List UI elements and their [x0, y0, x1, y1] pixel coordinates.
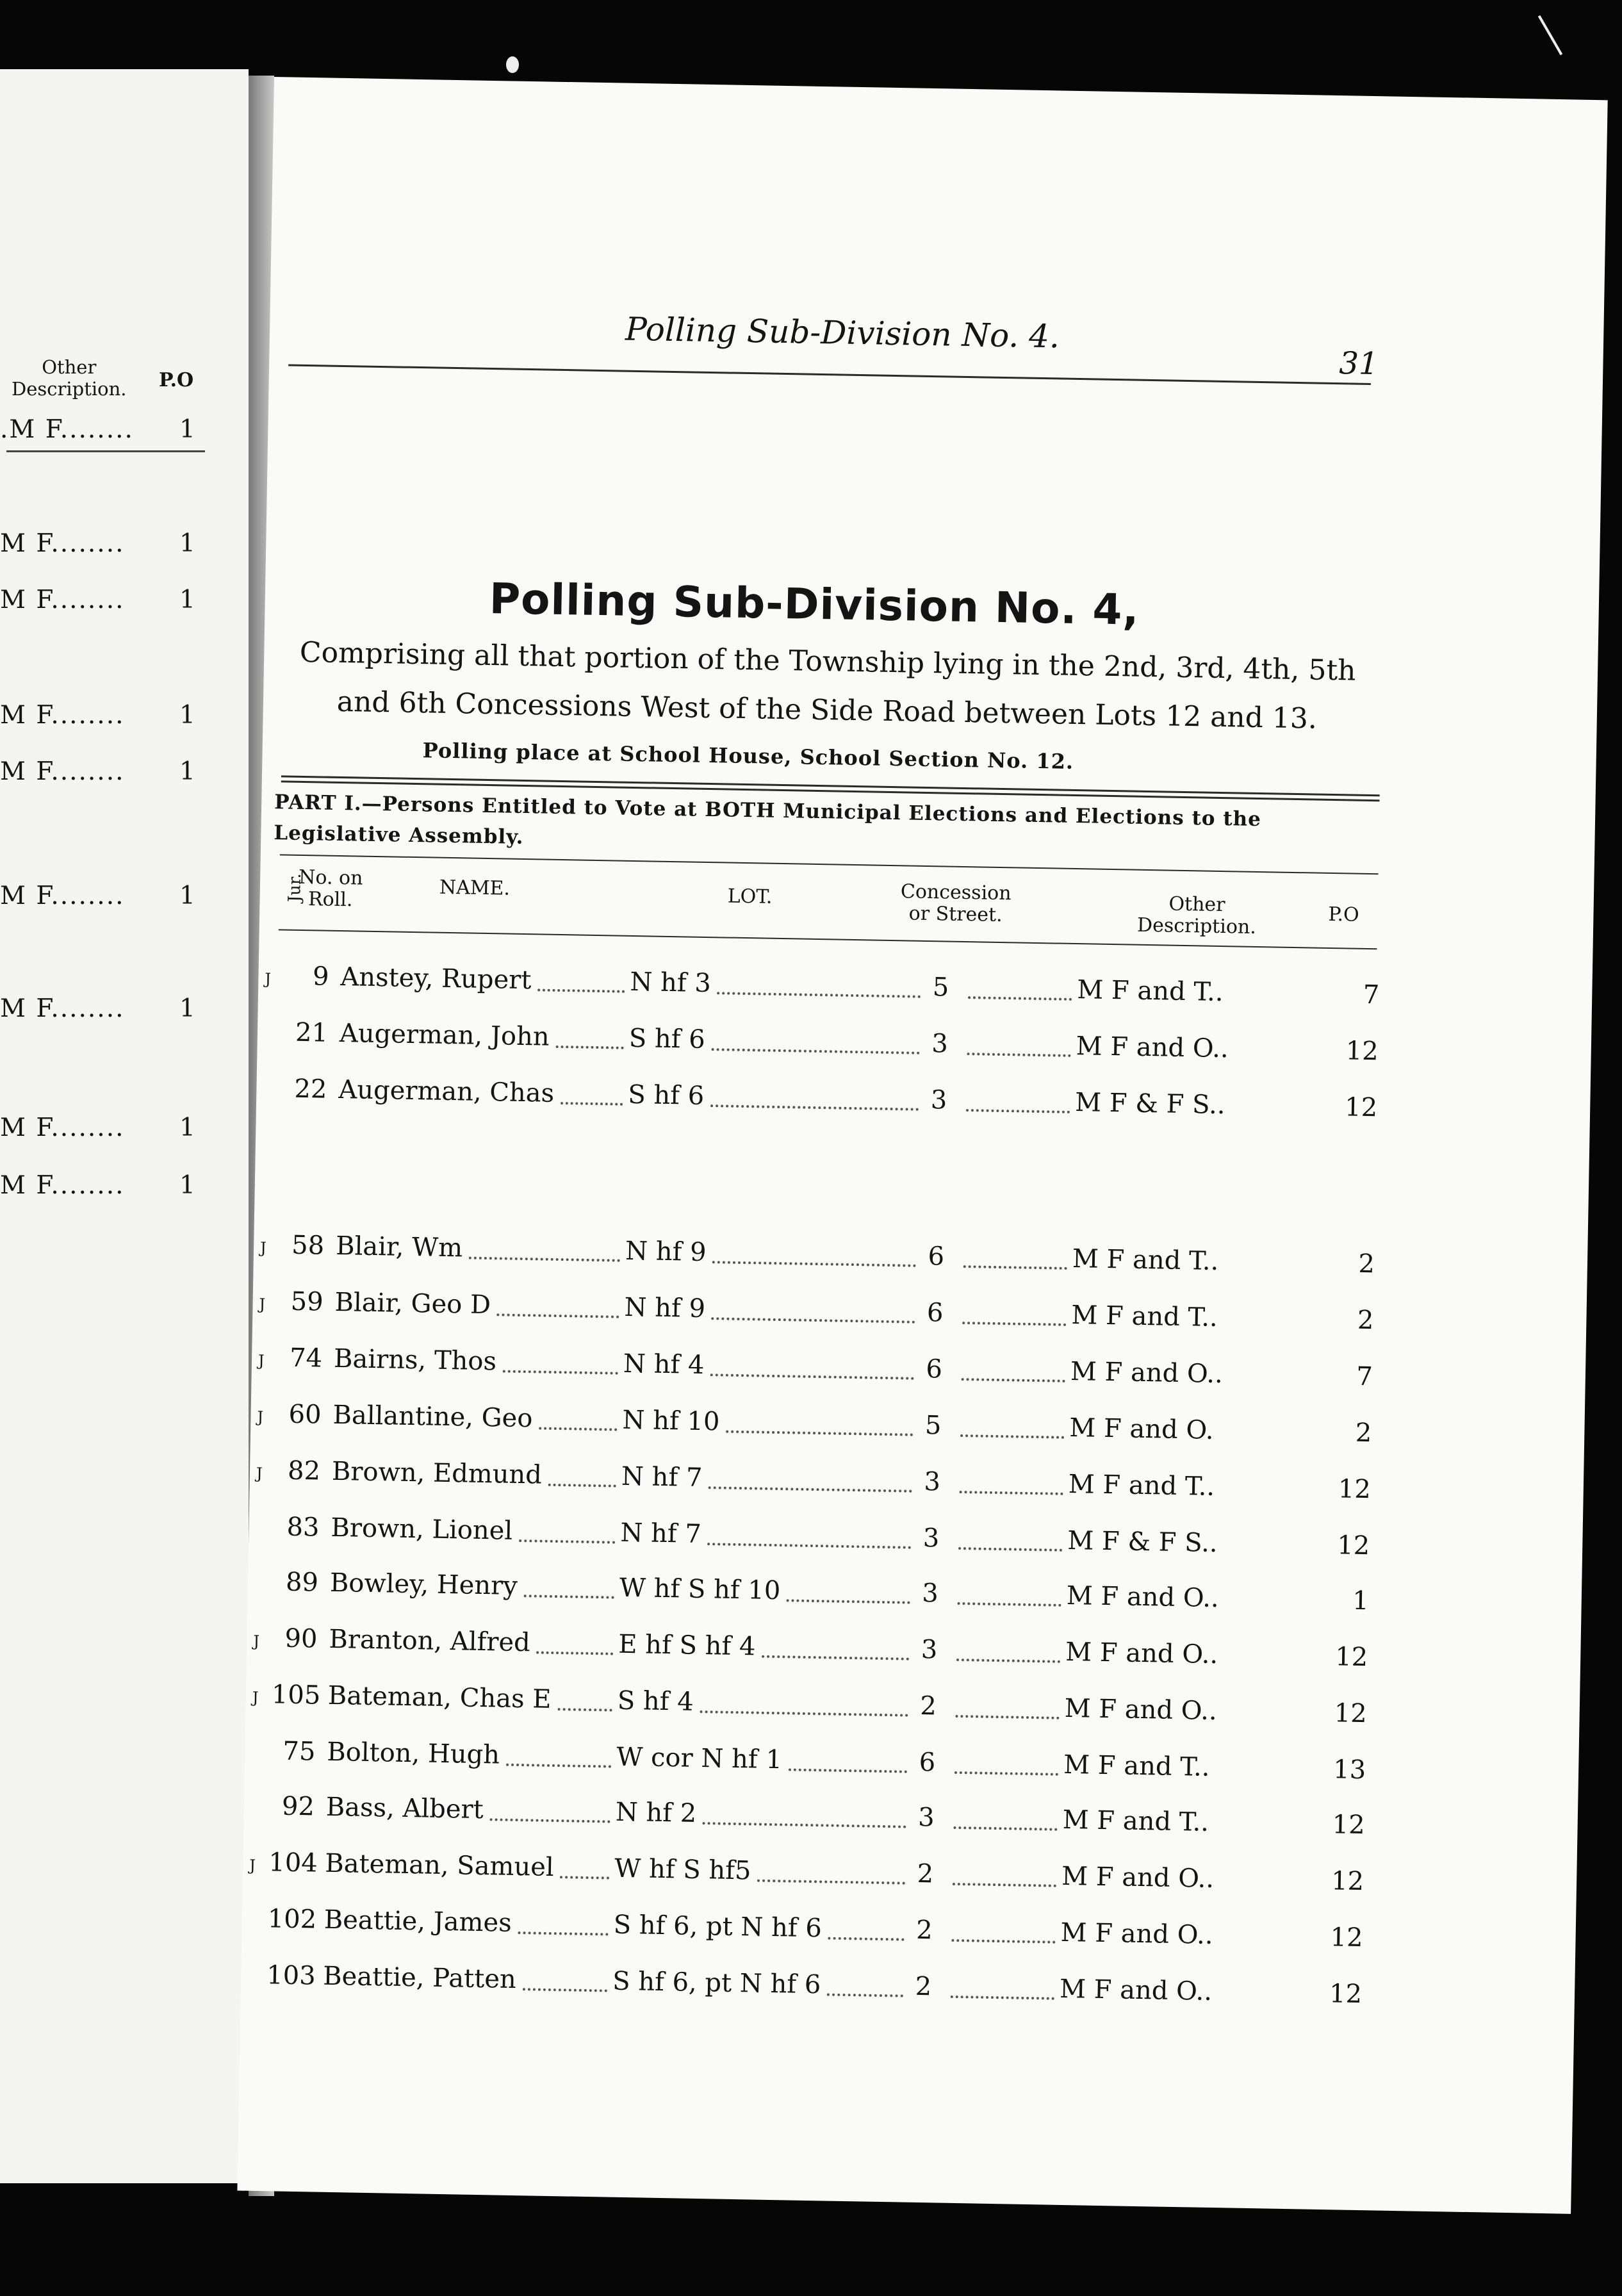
row-concession: 6	[919, 1747, 936, 1778]
row-name: Branton, Alfred	[329, 1624, 531, 1658]
column-header-no-on-roll: No. on Roll.	[298, 865, 363, 912]
leader-dots	[556, 1022, 625, 1049]
row-other-description: M F and T..	[1068, 1469, 1215, 1502]
previous-page-row-po: 1	[179, 1171, 197, 1200]
previous-page-column-po: P.O	[159, 369, 194, 391]
leader-dots	[558, 1685, 613, 1711]
row-po: 2	[1357, 1305, 1374, 1336]
leader-dots	[789, 1745, 908, 1773]
row-concession: 6	[928, 1242, 945, 1272]
leader-dots	[560, 1853, 610, 1879]
leader-dots	[700, 1687, 909, 1717]
row-roll-number: 83	[286, 1512, 320, 1543]
previous-page-row-description: M F........	[0, 882, 125, 910]
row-other-description: M F & F S..	[1067, 1525, 1218, 1559]
table-row	[257, 1017, 1385, 1076]
polling-place: Polling place at School House, School Section No. 12.	[422, 738, 1074, 774]
leader-dots	[951, 1972, 1055, 2000]
previous-page-row-po: 1	[179, 757, 197, 786]
leader-dots	[958, 1579, 1062, 1607]
leader-dots	[762, 1632, 910, 1660]
row-jur-mark: J	[257, 1407, 264, 1427]
table-row	[252, 1286, 1380, 1345]
table-row	[241, 1960, 1369, 2019]
row-roll-number: 21	[295, 1017, 329, 1048]
previous-page-row-po: 1	[179, 1113, 197, 1142]
row-concession: 3	[924, 1467, 941, 1497]
row-concession: 5	[932, 972, 949, 1003]
previous-page-row-description: M F........	[0, 529, 125, 558]
row-roll-number: 58	[291, 1230, 325, 1261]
table-row	[245, 1680, 1373, 1738]
row-other-description: M F and O..	[1066, 1580, 1220, 1614]
leader-dots	[469, 1234, 621, 1262]
leader-dots	[490, 1795, 611, 1823]
leader-dots	[539, 1404, 618, 1431]
leader-dots	[953, 1803, 1058, 1831]
row-name: Blair, Wm	[335, 1231, 463, 1263]
row-name: Bolton, Hugh	[326, 1737, 500, 1770]
row-other-description: M F and O..	[1060, 1917, 1213, 1951]
row-name: Bairns, Thos	[333, 1343, 497, 1377]
column-header-lot: LOT.	[727, 885, 773, 908]
row-concession: 3	[931, 1029, 949, 1059]
leader-dots	[712, 1238, 917, 1267]
table-row	[249, 1512, 1377, 1570]
table-row	[258, 961, 1386, 1019]
row-lot: S hf 6, pt N hf 6	[612, 1966, 821, 2000]
row-other-description: M F and T..	[1071, 1300, 1218, 1332]
current-page	[237, 77, 1607, 2214]
previous-page-row-po: 1	[179, 529, 197, 558]
leader-dots	[962, 1299, 1067, 1326]
previous-page-row-description: M F........	[0, 1113, 125, 1142]
row-other-description: M F and O.	[1069, 1413, 1214, 1445]
table-row	[247, 1623, 1375, 1682]
column-header-other-description: Other Description.	[1136, 892, 1257, 939]
row-po: 12	[1334, 1642, 1368, 1673]
row-concession: 2	[915, 1915, 933, 1946]
row-jur-mark: J	[258, 1351, 265, 1370]
row-other-description: M F and O..	[1070, 1357, 1224, 1390]
row-lot: W cor N hf 1	[616, 1742, 783, 1775]
leader-dots	[496, 1290, 619, 1318]
row-name: Blair, Geo D	[334, 1287, 491, 1320]
leader-dots	[958, 1524, 1063, 1552]
row-concession: 3	[921, 1578, 939, 1609]
row-lot: N hf 2	[615, 1797, 697, 1828]
row-roll-number: 92	[281, 1791, 315, 1822]
row-name: Beattie, James	[324, 1905, 512, 1938]
page-title: Polling Sub-Division No. 4,	[489, 573, 1140, 635]
row-roll-number: 75	[283, 1736, 316, 1767]
row-po: 12	[1338, 1474, 1372, 1505]
leader-dots	[503, 1347, 619, 1375]
leader-dots	[963, 1242, 1068, 1270]
row-po: 12	[1345, 1036, 1379, 1067]
row-lot: N hf 3	[630, 967, 712, 999]
row-name: Ballantine, Geo	[332, 1400, 533, 1434]
scan-speck	[506, 56, 519, 73]
leader-dots	[710, 1081, 919, 1111]
leader-dots	[518, 1908, 609, 1935]
row-other-description: M F and T..	[1076, 975, 1224, 1008]
row-other-description: M F & F S..	[1074, 1088, 1225, 1120]
previous-page-row-description: M F........	[0, 701, 125, 730]
row-lot: N hf 9	[625, 1236, 707, 1268]
row-jur-mark: J	[253, 1632, 260, 1650]
row-concession: 3	[917, 1802, 935, 1833]
table-row	[243, 1791, 1372, 1849]
row-lot: N hf 7	[620, 1518, 702, 1549]
row-lot: W hf S hf 10	[619, 1573, 781, 1606]
row-po: 7	[1356, 1361, 1373, 1392]
row-roll-number: 104	[268, 1848, 318, 1878]
row-po: 12	[1336, 1530, 1370, 1561]
row-other-description: M F and O..	[1065, 1637, 1218, 1670]
row-concession: 2	[917, 1858, 934, 1889]
leader-dots	[548, 1461, 617, 1488]
scan-scratch	[1538, 15, 1562, 56]
leader-dots	[709, 1463, 913, 1493]
leader-dots	[966, 1086, 1070, 1113]
leader-dots	[537, 965, 625, 992]
row-po: 12	[1332, 1810, 1366, 1841]
leader-dots	[960, 1468, 1064, 1495]
previous-page-row-description: M F........	[0, 1171, 125, 1200]
row-po: 12	[1344, 1092, 1378, 1123]
table-row	[254, 1230, 1382, 1288]
row-jur-mark: J	[265, 969, 272, 988]
row-lot: S hf 6, pt N hf 6	[613, 1910, 823, 1944]
leader-dots	[561, 1079, 623, 1106]
table-row	[243, 1848, 1371, 1906]
column-header-name: NAME.	[439, 876, 511, 900]
row-roll-number: 22	[294, 1074, 327, 1104]
column-header-po: P.O	[1328, 903, 1359, 926]
row-lot: S hf 6	[627, 1079, 705, 1111]
running-title: Polling Sub-Division No. 4.	[625, 310, 1060, 356]
row-other-description: M F and O..	[1076, 1031, 1229, 1064]
row-roll-number: 105	[271, 1680, 321, 1710]
previous-page-row-description: .M F........	[0, 415, 134, 444]
leader-dots	[717, 969, 921, 998]
leader-dots	[954, 1748, 1059, 1776]
leader-dots	[962, 1355, 1066, 1382]
row-name: Brown, Edmund	[331, 1456, 543, 1490]
row-po: 7	[1363, 980, 1380, 1010]
row-lot: E hf S hf 4	[618, 1629, 756, 1662]
row-lot: N hf 10	[622, 1405, 720, 1437]
row-po: 2	[1358, 1249, 1375, 1279]
header-rule	[288, 364, 1371, 384]
leader-dots	[757, 1857, 906, 1885]
leader-dots	[536, 1628, 614, 1655]
table-row	[249, 1456, 1377, 1514]
row-roll-number: 74	[289, 1343, 323, 1374]
row-roll-number: 59	[290, 1286, 324, 1317]
leader-dots	[828, 1914, 905, 1941]
row-roll-number: 9	[312, 962, 329, 992]
row-po: 12	[1330, 1923, 1363, 1953]
row-name: Brown, Lionel	[331, 1513, 513, 1546]
row-name: Bass, Albert	[325, 1792, 484, 1825]
leader-dots	[711, 1294, 915, 1324]
table-row	[251, 1343, 1379, 1401]
leader-dots	[702, 1799, 906, 1828]
leader-dots	[960, 1411, 1065, 1439]
row-name: Augerman, John	[339, 1019, 550, 1052]
previous-page-row-po: 1	[179, 994, 197, 1023]
part-heading: PART I.—Persons Entitled to Vote at BOTH Municipal Elections and Elections to the Legislative Assembly.	[274, 791, 1262, 849]
row-lot: N hf 7	[621, 1461, 703, 1493]
row-concession: 2	[919, 1691, 937, 1721]
previous-page-row-description: M F........	[0, 757, 125, 786]
row-lot: W hf S hf5	[614, 1853, 751, 1886]
previous-page-row-po: 1	[179, 701, 197, 730]
row-po: 1	[1352, 1586, 1370, 1616]
leader-dots	[968, 973, 1072, 1001]
row-concession: 6	[926, 1298, 944, 1328]
row-jur-mark: J	[259, 1295, 266, 1314]
row-lot: N hf 4	[623, 1349, 705, 1381]
row-other-description: M F and T..	[1072, 1244, 1219, 1277]
row-jur-mark: J	[249, 1856, 256, 1874]
row-lot: S hf 4	[617, 1685, 694, 1717]
page-number: 31	[1338, 345, 1379, 382]
row-po: 12	[1334, 1698, 1368, 1729]
row-concession: 2	[915, 1971, 932, 2002]
row-concession: 5	[924, 1411, 942, 1441]
row-name: Beattie, Patten	[322, 1961, 517, 1995]
row-name: Bateman, Chas E	[327, 1680, 552, 1714]
leader-dots	[712, 1025, 921, 1054]
leader-dots	[956, 1636, 1061, 1663]
row-other-description: M F and T..	[1062, 1805, 1209, 1837]
row-roll-number: 90	[284, 1623, 318, 1654]
row-other-description: M F and O..	[1059, 1974, 1213, 2007]
previous-page-row-description: M F........	[0, 994, 125, 1023]
row-concession: 3	[921, 1635, 938, 1665]
row-concession: 6	[926, 1354, 943, 1384]
row-concession: 3	[930, 1085, 947, 1115]
row-other-description: M F and O..	[1064, 1693, 1218, 1726]
previous-page-row-po: 1	[179, 882, 197, 910]
column-header-concession: Concession or Street.	[900, 880, 1012, 927]
row-jur-mark: J	[259, 1238, 266, 1258]
leader-dots	[951, 1916, 1056, 1944]
leader-dots	[955, 1692, 1060, 1719]
row-jur-mark: J	[256, 1464, 263, 1483]
column-header-jur: Jur.	[285, 873, 305, 903]
row-roll-number: 103	[266, 1960, 316, 1991]
previous-page-column-other: Other Description.	[12, 356, 127, 400]
row-name: Anstey, Rupert	[340, 962, 532, 996]
previous-page	[0, 69, 249, 2183]
row-po: 12	[1331, 1866, 1364, 1897]
leader-dots	[710, 1350, 915, 1380]
division-description: Comprising all that portion of the Township lying in the 2nd, 3rd, 4th, 5th and 6th Concessions West of the Side Road between Lots 12 and 13.	[299, 636, 1356, 735]
row-po: 13	[1332, 1755, 1366, 1785]
table-row	[250, 1399, 1379, 1457]
table-row	[242, 1904, 1370, 1962]
leader-dots	[967, 1029, 1072, 1057]
table-row	[245, 1736, 1373, 1794]
row-name: Bowley, Henry	[329, 1568, 518, 1601]
previous-page-row-po: 1	[179, 415, 197, 444]
table-row	[256, 1074, 1384, 1132]
leader-dots	[523, 1965, 608, 1992]
leader-dots	[953, 1860, 1057, 1887]
row-other-description: M F and T..	[1063, 1750, 1210, 1782]
row-roll-number: 89	[285, 1567, 319, 1598]
previous-page-row-po: 1	[179, 586, 197, 614]
leader-dots	[524, 1571, 615, 1598]
leader-dots	[726, 1407, 913, 1436]
row-lot: S hf 6	[628, 1023, 706, 1054]
previous-page-row-description: M F........	[0, 586, 125, 614]
leader-dots	[787, 1576, 911, 1603]
row-other-description: M F and O..	[1061, 1861, 1215, 1894]
row-po: 12	[1329, 1979, 1363, 2010]
leader-dots	[506, 1741, 612, 1768]
row-lot: N hf 9	[624, 1292, 706, 1324]
table-row	[247, 1567, 1375, 1625]
leader-dots	[519, 1516, 616, 1544]
row-roll-number: 82	[287, 1456, 321, 1486]
row-roll-number: 60	[288, 1399, 322, 1430]
row-name: Bateman, Samuel	[324, 1848, 555, 1883]
row-jur-mark: J	[252, 1688, 259, 1707]
row-concession: 3	[922, 1523, 940, 1554]
row-po: 2	[1355, 1418, 1372, 1448]
row-name: Augerman, Chas	[338, 1074, 555, 1108]
leader-dots	[827, 1971, 904, 1997]
row-roll-number: 102	[267, 1904, 317, 1935]
leader-dots	[707, 1520, 912, 1549]
